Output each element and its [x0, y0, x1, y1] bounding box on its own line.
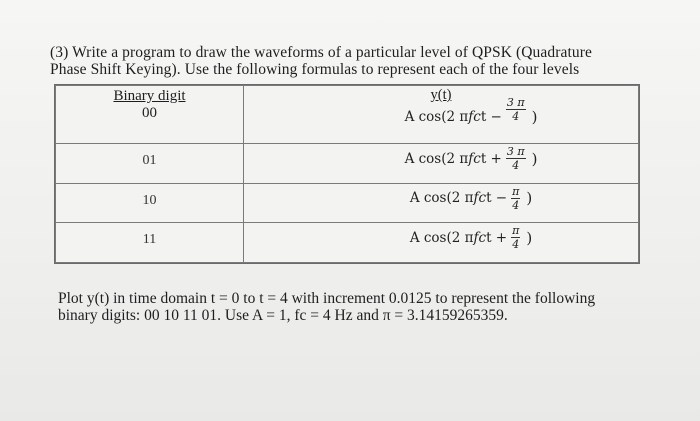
fraction: $\frac{\pi}{4}$ — [512, 224, 520, 252]
plot-instructions — [58, 290, 658, 324]
binary-digit-cell — [56, 144, 244, 184]
formula-01: A cos(2 π fc t + $\frac{3 \pi}{4}$ ) — [404, 145, 538, 173]
table-row — [56, 86, 639, 144]
table-row — [56, 144, 639, 184]
qpsk-table-grid — [55, 85, 639, 263]
fraction: $\frac{3 \pi}{4}$ — [506, 145, 525, 173]
yt-cell — [244, 223, 639, 263]
table-row — [56, 223, 639, 263]
qpsk-table — [54, 84, 640, 264]
formula-11: A cos(2 π fc t + $\frac{\pi}{4}$ ) — [409, 224, 533, 252]
formula-10: A cos(2 π fc t − $\frac{\pi}{4}$ ) — [409, 184, 533, 212]
yt-cell — [244, 183, 639, 223]
intro-line-1: (3) Write a program to draw the waveforms of a particular level of QPSK (Quadrature — [50, 44, 592, 61]
binary-digit-value: 10 — [142, 192, 157, 208]
binary-digit-cell — [56, 183, 244, 223]
binary-digit-cell — [56, 223, 244, 263]
binary-digit-value: 11 — [142, 232, 157, 248]
yt-cell — [244, 86, 639, 144]
intro-line-2: Phase Shift Keying). Use the following formulas to represent each of the four levels — [50, 61, 580, 78]
fraction: $\frac{3 \pi}{4}$ — [506, 96, 525, 123]
yt-header: y(t) — [430, 87, 452, 103]
binary-digit-value: 01 — [142, 153, 157, 169]
binary-digit-cell — [56, 86, 244, 144]
fraction: $\frac{\pi}{4}$ — [512, 184, 520, 212]
footer-line-2: binary digits: 00 10 11 01. Use A = 1, fc = 4 Hz and π = 3.14159265359. — [58, 307, 508, 324]
problem-intro — [50, 44, 650, 78]
binary-digit-header: Binary digit — [113, 88, 186, 104]
table-row — [56, 183, 639, 223]
footer-line-1: Plot y(t) in time domain t = 0 to t = 4 with increment 0.0125 to represent the following — [58, 290, 596, 307]
formula-00: A cos(2 π fc t − $\frac{3 \pi}{4}$ ) — [404, 96, 538, 126]
yt-cell — [244, 144, 639, 184]
binary-digit-value: 00 — [142, 105, 157, 121]
